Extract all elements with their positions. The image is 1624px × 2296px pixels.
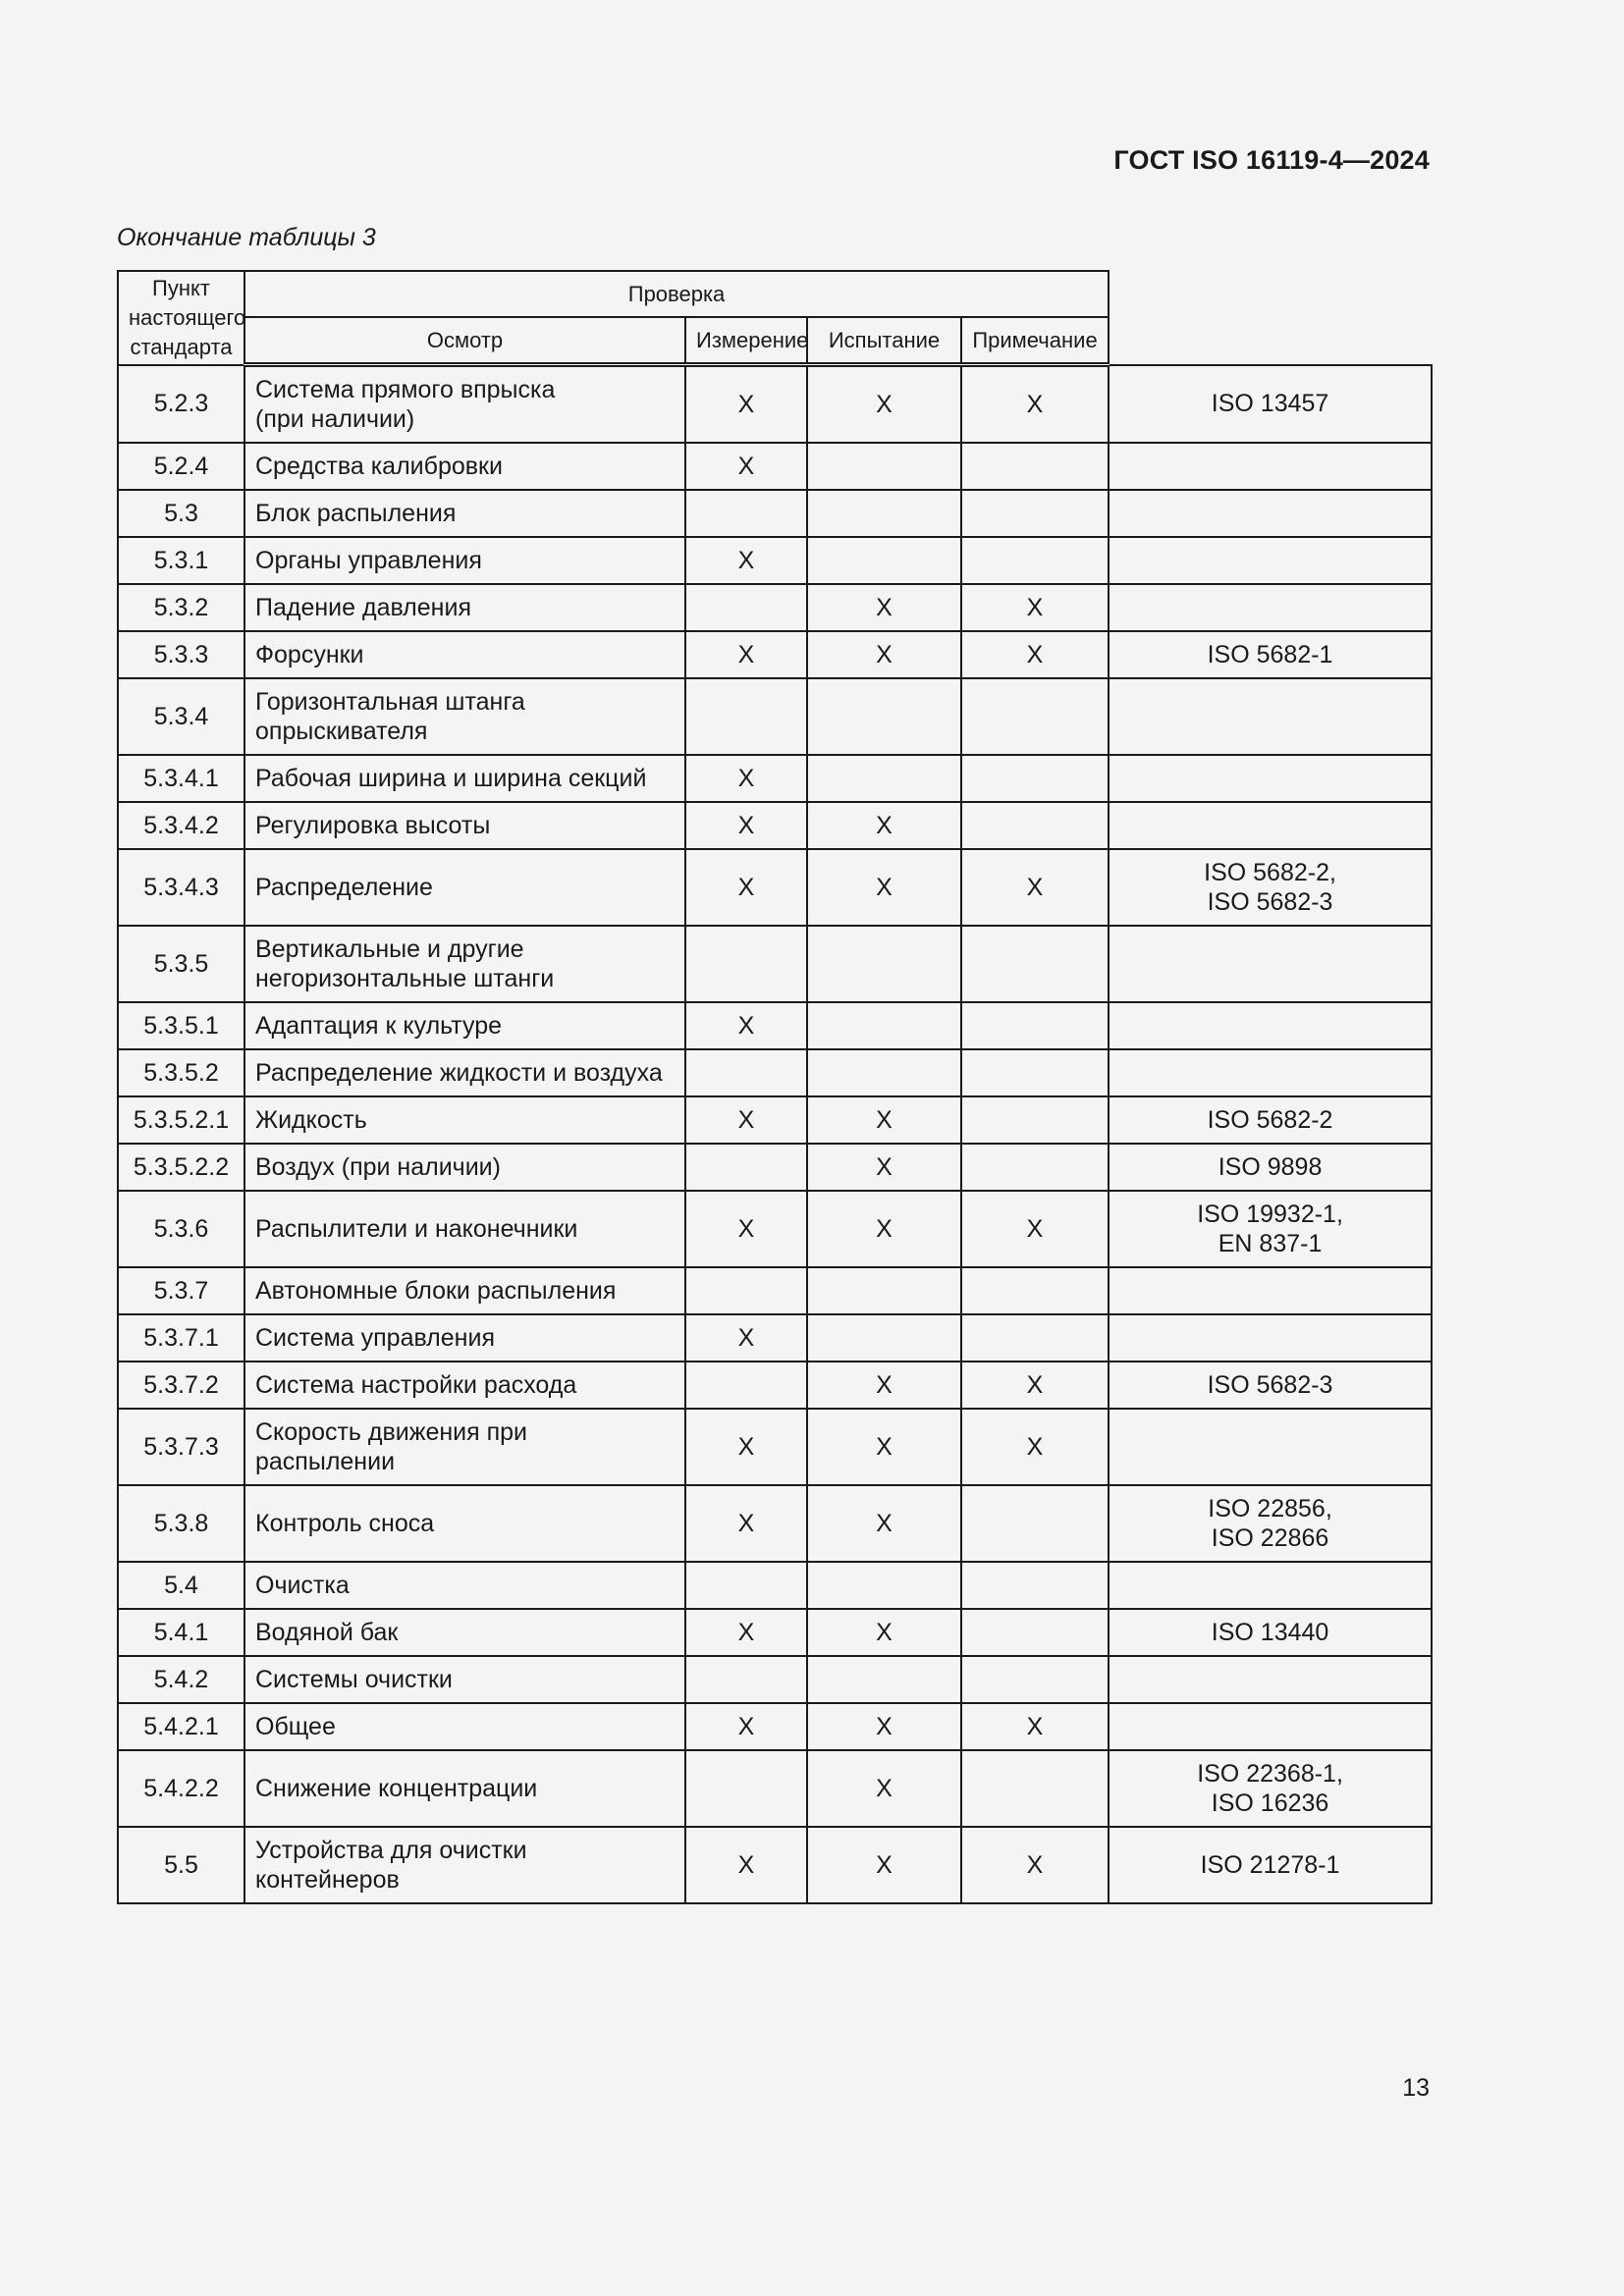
cell-measurement: X	[807, 365, 961, 444]
cell-note: ISO 13457	[1109, 365, 1432, 444]
cell-measurement: X	[807, 1485, 961, 1562]
cell-item-number: 5.3.4.3	[118, 849, 244, 926]
table-row	[118, 678, 1432, 755]
cell-item-number: 5.3.4.1	[118, 755, 244, 802]
cell-measurement	[807, 1002, 961, 1049]
cell-note	[1109, 1409, 1432, 1485]
cell-item-number: 5.3.6	[118, 1191, 244, 1267]
cell-item-name: Контроль сноса	[244, 1485, 685, 1562]
cell-measurement: X	[807, 1362, 961, 1409]
cell-item-number: 5.3.5.2.2	[118, 1144, 244, 1191]
cell-item-number: 5.2.3	[118, 365, 244, 444]
cell-item-name: Распределение жидкости и воздуха	[244, 1049, 685, 1096]
cell-item-name: Адаптация к культуре	[244, 1002, 685, 1049]
cell-item-number: 5.3.5.2.1	[118, 1096, 244, 1144]
cell-inspection: X	[685, 1485, 807, 1562]
cell-test: X	[961, 1409, 1109, 1485]
cell-measurement	[807, 537, 961, 584]
cell-item-name: Система прямого впрыска (при наличии)	[244, 365, 685, 444]
cell-item-number: 5.3.7	[118, 1267, 244, 1314]
cell-test	[961, 1267, 1109, 1314]
cell-test	[961, 1096, 1109, 1144]
cell-test	[961, 1314, 1109, 1362]
cell-test	[961, 802, 1109, 849]
cell-note	[1109, 1562, 1432, 1609]
cell-test: X	[961, 1191, 1109, 1267]
table-row	[118, 926, 1432, 1002]
cell-measurement	[807, 1314, 961, 1362]
cell-inspection	[685, 1750, 807, 1827]
cell-item-number: 5.3.3	[118, 631, 244, 678]
cell-test	[961, 490, 1109, 537]
cell-inspection: X	[685, 1827, 807, 1903]
cell-note: ISO 5682-3	[1109, 1362, 1432, 1409]
cell-item-number: 5.4.1	[118, 1609, 244, 1656]
cell-inspection	[685, 1362, 807, 1409]
table-row	[118, 1002, 1432, 1049]
cell-measurement	[807, 678, 961, 755]
cell-item-number: 5.3.7.1	[118, 1314, 244, 1362]
table-row	[118, 802, 1432, 849]
cell-item-name: Жидкость	[244, 1096, 685, 1144]
cell-inspection: X	[685, 631, 807, 678]
cell-measurement	[807, 1656, 961, 1703]
cell-inspection: X	[685, 1314, 807, 1362]
cell-measurement: X	[807, 849, 961, 926]
table-row	[118, 1609, 1432, 1656]
column-header-item: Пункт настоящего стандарта	[118, 271, 244, 365]
cell-test: X	[961, 1362, 1109, 1409]
cell-inspection	[685, 1049, 807, 1096]
cell-test	[961, 1049, 1109, 1096]
cell-inspection	[685, 1267, 807, 1314]
cell-note	[1109, 678, 1432, 755]
column-header-inspection: Осмотр	[244, 317, 685, 365]
cell-item-name: Органы управления	[244, 537, 685, 584]
requirements-table	[117, 270, 1433, 1904]
cell-note	[1109, 1703, 1432, 1750]
cell-note	[1109, 926, 1432, 1002]
cell-note: ISO 5682-2	[1109, 1096, 1432, 1144]
cell-item-name: Автономные блоки распыления	[244, 1267, 685, 1314]
cell-item-number: 5.3.5	[118, 926, 244, 1002]
cell-item-name: Падение давления	[244, 584, 685, 631]
cell-note	[1109, 755, 1432, 802]
cell-note: ISO 19932-1, EN 837-1	[1109, 1191, 1432, 1267]
cell-test	[961, 1656, 1109, 1703]
cell-inspection	[685, 1562, 807, 1609]
cell-note	[1109, 1656, 1432, 1703]
cell-measurement: X	[807, 1144, 961, 1191]
table-row	[118, 365, 1432, 444]
cell-item-number: 5.3.1	[118, 537, 244, 584]
cell-test: X	[961, 584, 1109, 631]
cell-item-number: 5.3	[118, 490, 244, 537]
cell-inspection: X	[685, 802, 807, 849]
cell-measurement: X	[807, 631, 961, 678]
cell-item-number: 5.3.4.2	[118, 802, 244, 849]
table-row	[118, 849, 1432, 926]
cell-note	[1109, 490, 1432, 537]
table-row	[118, 1703, 1432, 1750]
column-header-test: Испытание	[807, 317, 961, 365]
cell-item-number: 5.3.2	[118, 584, 244, 631]
cell-note	[1109, 584, 1432, 631]
cell-note: ISO 21278-1	[1109, 1827, 1432, 1903]
cell-inspection	[685, 1656, 807, 1703]
cell-item-number: 5.3.4	[118, 678, 244, 755]
cell-item-name: Снижение концентрации	[244, 1750, 685, 1827]
cell-note	[1109, 443, 1432, 490]
cell-measurement	[807, 1267, 961, 1314]
cell-note: ISO 13440	[1109, 1609, 1432, 1656]
cell-note: ISO 5682-1	[1109, 631, 1432, 678]
cell-inspection	[685, 926, 807, 1002]
cell-item-number: 5.3.7.2	[118, 1362, 244, 1409]
cell-test	[961, 443, 1109, 490]
cell-note: ISO 5682-2, ISO 5682-3	[1109, 849, 1432, 926]
cell-test: X	[961, 365, 1109, 444]
table-row	[118, 537, 1432, 584]
cell-item-name: Горизонтальная штанга опрыскивателя	[244, 678, 685, 755]
cell-measurement: X	[807, 1750, 961, 1827]
cell-item-number: 5.5	[118, 1827, 244, 1903]
table-row	[118, 443, 1432, 490]
cell-inspection: X	[685, 365, 807, 444]
cell-test	[961, 678, 1109, 755]
table-row	[118, 755, 1432, 802]
cell-inspection	[685, 490, 807, 537]
table-row	[118, 631, 1432, 678]
cell-measurement: X	[807, 802, 961, 849]
table-row	[118, 1191, 1432, 1267]
cell-inspection: X	[685, 1191, 807, 1267]
cell-item-name: Система управления	[244, 1314, 685, 1362]
column-header-measurement: Измерение	[685, 317, 807, 365]
table-row	[118, 1562, 1432, 1609]
cell-measurement	[807, 1049, 961, 1096]
cell-inspection: X	[685, 1002, 807, 1049]
cell-inspection	[685, 1144, 807, 1191]
cell-item-name: Форсунки	[244, 631, 685, 678]
cell-note	[1109, 802, 1432, 849]
cell-inspection	[685, 584, 807, 631]
cell-measurement: X	[807, 1827, 961, 1903]
cell-note	[1109, 1049, 1432, 1096]
table-row	[118, 1267, 1432, 1314]
cell-measurement: X	[807, 1409, 961, 1485]
table-row	[118, 1362, 1432, 1409]
cell-note	[1109, 1314, 1432, 1362]
cell-inspection: X	[685, 537, 807, 584]
cell-test	[961, 1002, 1109, 1049]
cell-item-name: Распределение	[244, 849, 685, 926]
cell-test: X	[961, 849, 1109, 926]
cell-measurement	[807, 443, 961, 490]
cell-note: ISO 22368-1, ISO 16236	[1109, 1750, 1432, 1827]
cell-inspection: X	[685, 1096, 807, 1144]
cell-item-name: Устройства для очистки контейнеров	[244, 1827, 685, 1903]
table-row	[118, 1485, 1432, 1562]
cell-measurement	[807, 926, 961, 1002]
table-row	[118, 1409, 1432, 1485]
table-row	[118, 1656, 1432, 1703]
column-header-note: Примечание	[961, 317, 1109, 365]
cell-measurement: X	[807, 1609, 961, 1656]
cell-inspection	[685, 678, 807, 755]
cell-item-name: Регулировка высоты	[244, 802, 685, 849]
document-code: ГОСТ ISO 16119-4—2024	[1113, 145, 1430, 175]
cell-item-number: 5.4	[118, 1562, 244, 1609]
cell-inspection: X	[685, 755, 807, 802]
cell-inspection: X	[685, 849, 807, 926]
table-row	[118, 1096, 1432, 1144]
cell-item-number: 5.3.5.2	[118, 1049, 244, 1096]
table-row	[118, 1144, 1432, 1191]
cell-item-number: 5.3.5.1	[118, 1002, 244, 1049]
cell-item-number: 5.2.4	[118, 443, 244, 490]
cell-item-name: Общее	[244, 1703, 685, 1750]
cell-item-name: Очистка	[244, 1562, 685, 1609]
cell-note: ISO 22856, ISO 22866	[1109, 1485, 1432, 1562]
cell-item-name: Системы очистки	[244, 1656, 685, 1703]
cell-test	[961, 1750, 1109, 1827]
cell-inspection: X	[685, 1609, 807, 1656]
cell-test: X	[961, 631, 1109, 678]
table-row	[118, 490, 1432, 537]
cell-test	[961, 1485, 1109, 1562]
table-body	[118, 365, 1432, 1904]
cell-test	[961, 537, 1109, 584]
cell-test	[961, 1144, 1109, 1191]
cell-test	[961, 1562, 1109, 1609]
cell-item-name: Система настройки расхода	[244, 1362, 685, 1409]
cell-test: X	[961, 1827, 1109, 1903]
table-row	[118, 1750, 1432, 1827]
cell-measurement: X	[807, 1096, 961, 1144]
cell-inspection: X	[685, 1409, 807, 1485]
cell-inspection: X	[685, 443, 807, 490]
table-caption: Окончание таблицы 3	[117, 224, 376, 251]
cell-item-number: 5.4.2	[118, 1656, 244, 1703]
cell-test	[961, 755, 1109, 802]
table-row	[118, 1827, 1432, 1903]
cell-test	[961, 926, 1109, 1002]
cell-item-name: Рабочая ширина и ширина секций	[244, 755, 685, 802]
cell-item-number: 5.4.2.2	[118, 1750, 244, 1827]
cell-measurement	[807, 490, 961, 537]
cell-item-number: 5.3.7.3	[118, 1409, 244, 1485]
cell-item-name: Вертикальные и другие негоризонтальные штанги	[244, 926, 685, 1002]
cell-note	[1109, 1267, 1432, 1314]
cell-note	[1109, 537, 1432, 584]
cell-measurement	[807, 1562, 961, 1609]
cell-test: X	[961, 1703, 1109, 1750]
cell-test	[961, 1609, 1109, 1656]
cell-item-name: Блок распыления	[244, 490, 685, 537]
table-row	[118, 584, 1432, 631]
cell-item-name: Водяной бак	[244, 1609, 685, 1656]
cell-note: ISO 9898	[1109, 1144, 1432, 1191]
cell-item-number: 5.4.2.1	[118, 1703, 244, 1750]
column-group-header-check: Проверка	[244, 271, 1109, 317]
cell-item-name: Скорость движения при распылении	[244, 1409, 685, 1485]
cell-item-number: 5.3.8	[118, 1485, 244, 1562]
page-number: 13	[1402, 2074, 1430, 2102]
cell-note	[1109, 1002, 1432, 1049]
cell-measurement: X	[807, 1703, 961, 1750]
table-row	[118, 1314, 1432, 1362]
cell-measurement	[807, 755, 961, 802]
cell-inspection: X	[685, 1703, 807, 1750]
cell-item-name: Средства калибровки	[244, 443, 685, 490]
cell-measurement: X	[807, 584, 961, 631]
table-row	[118, 1049, 1432, 1096]
cell-item-name: Воздух (при наличии)	[244, 1144, 685, 1191]
cell-item-name: Распылители и наконечники	[244, 1191, 685, 1267]
cell-measurement: X	[807, 1191, 961, 1267]
